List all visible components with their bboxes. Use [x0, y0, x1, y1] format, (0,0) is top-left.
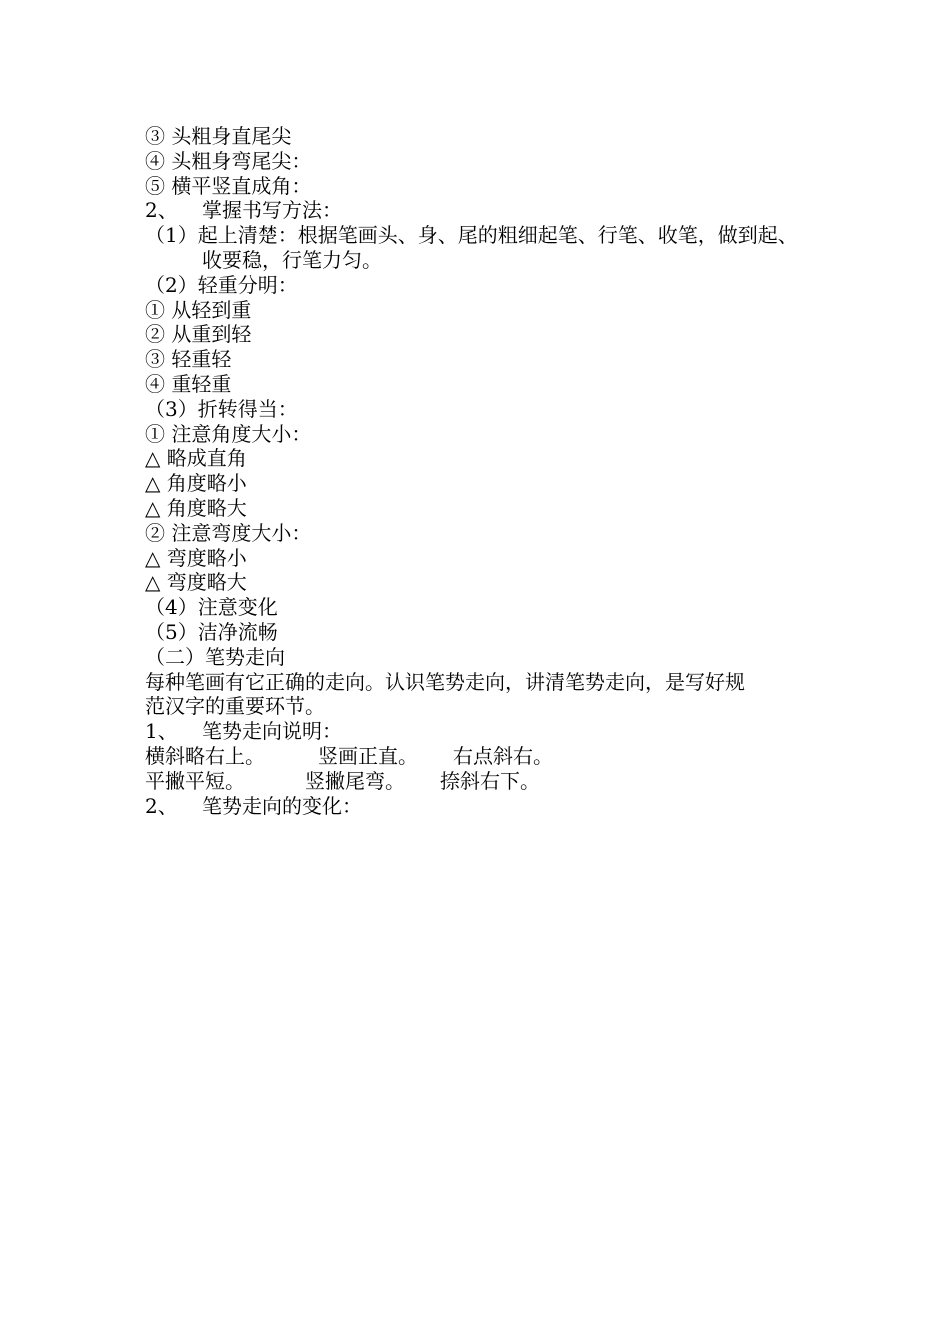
stroke-row	[145, 744, 835, 769]
text-line: （4）注意变化	[145, 595, 278, 620]
text-line: （3）折转得当：	[145, 396, 298, 421]
stroke-desc: 横斜略右上。	[145, 743, 265, 768]
stroke-desc: 捺斜右下。	[440, 768, 540, 793]
text-line: （1）起上清楚：根据笔画头、身、尾的粗细起笔、行笔、收笔，做到起、	[145, 223, 798, 248]
list-number: 2、	[145, 793, 178, 818]
text-line: （5）洁净流畅	[145, 619, 278, 644]
text-line: ② 注意弯度大小：	[145, 520, 312, 545]
stroke-desc: 竖画正直。	[318, 743, 418, 768]
list-number: 2、	[145, 198, 178, 223]
stroke-desc: 竖撇尾弯。	[305, 768, 405, 793]
text-line: ① 注意角度大小：	[145, 421, 312, 446]
list-number: 1、	[145, 719, 178, 744]
paragraph-line: 每种笔画有它正确的走向。认识笔势走向，讲清笔势走向，是写好规	[145, 669, 745, 694]
document-body	[145, 124, 835, 818]
text-line: （2）轻重分明：	[145, 272, 298, 297]
text-line: ② 从重到轻	[145, 322, 252, 347]
text-line: △ 弯度略小	[145, 545, 247, 570]
heading-text: 掌握书写方法：	[202, 198, 342, 223]
text-line: ③ 轻重轻	[145, 347, 232, 372]
text-line: ③ 头粗身直尾尖	[145, 124, 292, 148]
heading-text: 笔势走向的变化：	[202, 793, 362, 818]
numbered-heading	[145, 198, 835, 223]
numbered-heading	[145, 794, 835, 819]
stroke-row	[145, 769, 835, 794]
text-line: ④ 重轻重	[145, 371, 232, 396]
numbered-heading	[145, 719, 835, 744]
text-line: ⑤ 横平竖直成角：	[145, 173, 312, 198]
text-line: △ 角度略小	[145, 471, 247, 496]
text-line-continued: 收要稳，行笔力匀。	[202, 247, 382, 272]
paragraph-line: 范汉字的重要环节。	[145, 694, 325, 719]
text-line: △ 弯度略大	[145, 570, 247, 595]
stroke-desc: 右点斜右。	[453, 743, 553, 768]
text-line: ① 从轻到重	[145, 297, 252, 322]
stroke-desc: 平撇平短。	[145, 768, 245, 793]
text-line: ④ 头粗身弯尾尖：	[145, 148, 312, 173]
text-line: △ 角度略大	[145, 495, 247, 520]
text-line: △ 略成直角	[145, 446, 247, 471]
section-heading: （二）笔势走向	[145, 644, 285, 669]
heading-text: 笔势走向说明：	[202, 719, 342, 744]
